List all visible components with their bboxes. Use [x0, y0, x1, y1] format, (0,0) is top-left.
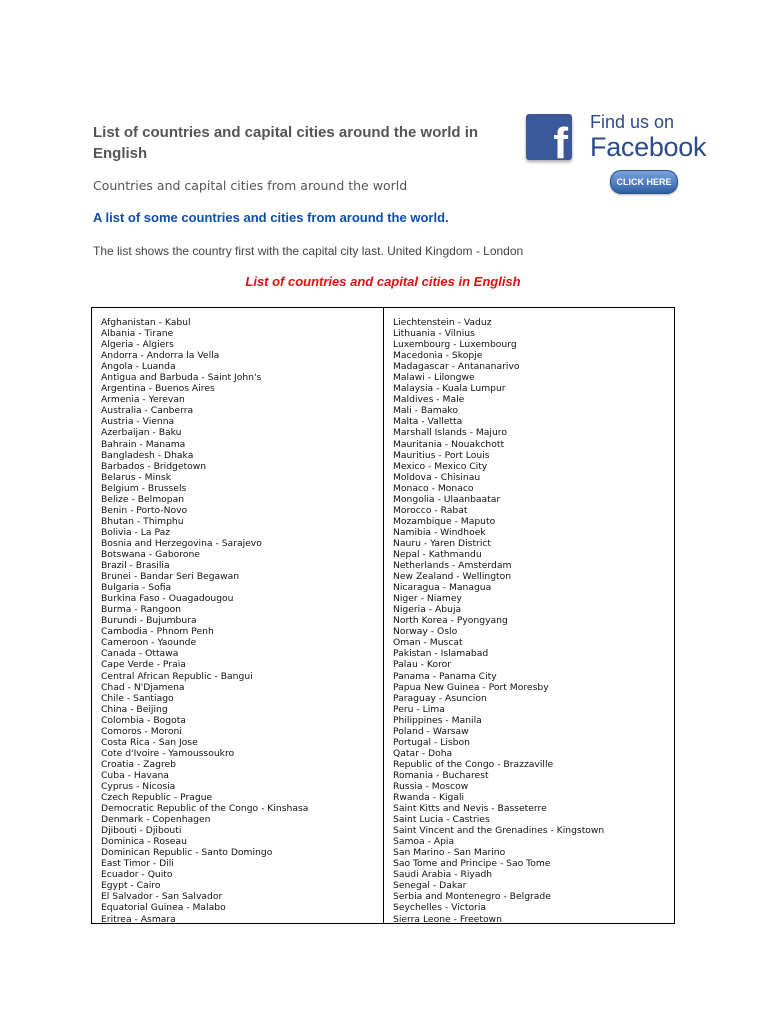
countries-table	[91, 307, 675, 924]
country-capital-entry: Cameroon - Yaounde	[101, 637, 197, 649]
facebook-badge[interactable]	[524, 112, 724, 198]
facebook-brand-text: Facebook	[590, 132, 707, 162]
country-capital-entry: Dominican Republic - Santo Domingo	[101, 847, 273, 859]
country-capital-entry: Canada - Ottawa	[101, 648, 179, 660]
country-capital-entry: Equatorial Guinea - Malabo	[101, 902, 226, 914]
country-capital-entry: Malta - Valletta	[393, 416, 463, 428]
page-subtitle: Countries and capital cities from around the world	[93, 178, 408, 193]
country-capital-entry: Saint Lucia - Castries	[393, 814, 490, 826]
country-capital-entry: Luxembourg - Luxembourg	[393, 339, 517, 351]
section-heading: A list of some countries and cities from around the world.	[93, 210, 449, 225]
country-capital-entry: Benin - Porto-Novo	[101, 504, 188, 516]
country-capital-entry: Niger - Niamey	[393, 593, 462, 605]
country-capital-entry: Armenia - Yerevan	[101, 394, 185, 406]
country-capital-entry: Palau - Koror	[393, 659, 452, 671]
country-capital-entry: Egypt - Cairo	[101, 880, 161, 892]
country-capital-entry: Poland - Warsaw	[393, 725, 469, 737]
country-capital-entry: Eritrea - Asmara	[101, 913, 176, 923]
page-title: List of countries and capital cities around the world in English	[93, 124, 479, 162]
country-capital-entry: Saudi Arabia - Riyadh	[393, 869, 493, 881]
country-capital-entry: Paraguay - Asuncion	[393, 692, 487, 704]
country-capital-entry: Democratic Republic of the Congo - Kinshasa	[101, 803, 309, 815]
country-capital-entry: Philippines - Manila	[393, 714, 482, 726]
country-capital-entry: Andorra - Andorra la Vella	[101, 350, 220, 362]
country-capital-entry: China - Beijing	[101, 703, 168, 715]
click-here-button[interactable]: CLICK HERE	[610, 170, 678, 194]
countries-column-left	[92, 308, 384, 923]
country-capital-entry: Mozambique - Maputo	[393, 515, 496, 527]
country-capital-entry: Belgium - Brussels	[101, 482, 187, 494]
country-capital-entry: Australia - Canberra	[101, 405, 194, 417]
country-capital-entry: North Korea - Pyongyang	[393, 615, 508, 627]
country-capital-entry: Bosnia and Herzegovina - Sarajevo	[101, 537, 262, 549]
country-capital-entry: Nigeria - Abuja	[393, 604, 462, 616]
country-capital-entry: Antigua and Barbuda - Saint John's	[101, 372, 262, 384]
country-capital-entry: Morocco - Rabat	[393, 504, 468, 516]
country-capital-entry: Cote d'Ivoire - Yamoussoukro	[101, 747, 235, 759]
country-capital-entry: Republic of the Congo - Brazzaville	[393, 758, 554, 770]
country-capital-entry: Belize - Belmopan	[101, 493, 185, 505]
country-capital-entry: Malaysia - Kuala Lumpur	[393, 383, 506, 395]
country-capital-entry: Netherlands - Amsterdam	[393, 560, 512, 572]
country-capital-entry: Mauritius - Port Louis	[393, 449, 490, 461]
country-capital-entry: Cyprus - Nicosia	[101, 780, 176, 792]
country-capital-entry: Croatia - Zagreb	[101, 758, 176, 770]
country-capital-entry: Sierra Leone - Freetown	[393, 913, 502, 923]
country-capital-entry: Dominica - Roseau	[101, 836, 187, 848]
country-capital-entry: Mauritania - Nouakchott	[393, 438, 505, 450]
country-capital-entry: Bulgaria - Sofia	[101, 582, 172, 594]
country-capital-entry: Djibouti - Djibouti	[101, 825, 182, 837]
intro-text: The list shows the country first with the capital city last. United Kingdom - London	[93, 244, 524, 258]
country-capital-entry: Comoros - Moroni	[101, 725, 182, 737]
country-capital-entry: Norway - Oslo	[393, 626, 458, 638]
country-capital-entry: Saint Kitts and Nevis - Basseterre	[393, 803, 547, 815]
country-capital-entry: Nicaragua - Managua	[393, 582, 492, 594]
country-capital-entry: Namibia - Windhoek	[393, 526, 486, 538]
country-capital-entry: Burma - Rangoon	[101, 604, 182, 616]
country-capital-entry: Qatar - Doha	[393, 747, 453, 759]
country-capital-entry: Mongolia - Ulaanbaatar	[393, 493, 501, 505]
country-capital-entry: Malawi - Lilongwe	[393, 372, 475, 384]
country-capital-entry: New Zealand - Wellington	[393, 571, 512, 583]
country-capital-entry: El Salvador - San Salvador	[101, 891, 223, 903]
country-capital-entry: Belarus - Minsk	[101, 471, 172, 483]
country-capital-entry: Maldives - Male	[393, 394, 465, 406]
country-capital-entry: Brazil - Brasilia	[101, 560, 170, 572]
country-capital-entry: Barbados - Bridgetown	[101, 460, 207, 472]
country-capital-entry: Serbia and Montenegro - Belgrade	[393, 891, 551, 903]
country-capital-entry: Saint Vincent and the Grenadines - Kingstown	[393, 825, 605, 837]
country-capital-entry: Senegal - Dakar	[393, 880, 467, 892]
country-capital-entry: Denmark - Copenhagen	[101, 814, 211, 826]
country-capital-entry: Bhutan - Thimphu	[101, 515, 184, 527]
country-capital-entry: Nepal - Kathmandu	[393, 548, 482, 560]
facebook-logo-icon[interactable]	[526, 114, 572, 160]
country-capital-entry: Bolivia - La Paz	[101, 526, 171, 538]
country-capital-entry: Russia - Moscow	[393, 780, 469, 792]
country-capital-entry: Lithuania - Vilnius	[393, 328, 475, 340]
country-capital-entry: San Marino - San Marino	[393, 847, 506, 859]
country-capital-entry: Bahrain - Manama	[101, 438, 186, 450]
country-capital-entry: East Timor - Dili	[101, 858, 174, 870]
country-capital-entry: Botswana - Gaborone	[101, 548, 200, 560]
country-capital-entry: Pakistan - Islamabad	[393, 648, 489, 660]
countries-column-right	[384, 308, 674, 923]
country-capital-entry: Cape Verde - Praia	[101, 659, 186, 671]
country-capital-entry: Ecuador - Quito	[101, 869, 173, 881]
country-capital-entry: Argentina - Buenos Aires	[101, 383, 215, 395]
country-capital-entry: Macedonia - Skopje	[393, 350, 483, 362]
country-capital-entry: Liechtenstein - Vaduz	[393, 317, 492, 328]
country-capital-entry: Algeria - Algiers	[101, 339, 174, 351]
country-capital-entry: Czech Republic - Prague	[101, 792, 213, 804]
country-capital-entry: Monaco - Monaco	[393, 482, 474, 494]
country-capital-entry: Angola - Luanda	[101, 361, 176, 373]
country-capital-entry: Chad - N'Djamena	[101, 681, 185, 693]
country-capital-entry: Azerbaijan - Baku	[101, 427, 182, 439]
list-title: List of countries and capital cities in English	[245, 274, 521, 289]
country-capital-entry: Panama - Panama City	[393, 670, 497, 682]
country-capital-entry: Chile - Santiago	[101, 692, 174, 704]
country-capital-entry: Seychelles - Victoria	[393, 902, 487, 914]
facebook-find-text: Find us on	[590, 112, 675, 132]
country-capital-entry: Cambodia - Phnom Penh	[101, 626, 214, 638]
country-capital-entry: Burkina Faso - Ouagadougou	[101, 593, 234, 605]
country-capital-entry: Mexico - Mexico City	[393, 460, 488, 472]
country-capital-entry: Nauru - Yaren District	[393, 537, 492, 549]
country-capital-entry: Brunei - Bandar Seri Begawan	[101, 571, 240, 583]
country-capital-entry: Central African Republic - Bangui	[101, 670, 253, 682]
country-capital-entry: Colombia - Bogota	[101, 714, 186, 726]
country-capital-entry: Moldova - Chisinau	[393, 471, 481, 483]
country-capital-entry: Marshall Islands - Majuro	[393, 427, 508, 439]
country-capital-entry: Bangladesh - Dhaka	[101, 449, 194, 461]
country-capital-entry: Sao Tome and Principe - Sao Tome	[393, 858, 551, 870]
country-capital-entry: Cuba - Havana	[101, 769, 169, 781]
country-capital-entry: Portugal - Lisbon	[393, 736, 470, 748]
country-capital-entry: Afghanistan - Kabul	[101, 317, 191, 328]
facebook-logo-letter: f	[553, 119, 568, 160]
country-capital-entry: Albania - Tirane	[101, 328, 174, 340]
country-capital-entry: Samoa - Apia	[393, 836, 455, 848]
country-capital-entry: Burundi - Bujumbura	[101, 615, 197, 627]
country-capital-entry: Romania - Bucharest	[393, 769, 489, 781]
country-capital-entry: Rwanda - Kigali	[393, 792, 465, 804]
country-capital-entry: Oman - Muscat	[393, 637, 463, 649]
country-capital-entry: Madagascar - Antananarivo	[393, 361, 520, 373]
country-capital-entry: Mali - Bamako	[393, 405, 458, 417]
country-capital-entry: Costa Rica - San Jose	[101, 736, 198, 748]
country-capital-entry: Papua New Guinea - Port Moresby	[393, 681, 549, 693]
country-capital-entry: Austria - Vienna	[101, 416, 175, 428]
country-capital-entry: Peru - Lima	[393, 703, 445, 715]
